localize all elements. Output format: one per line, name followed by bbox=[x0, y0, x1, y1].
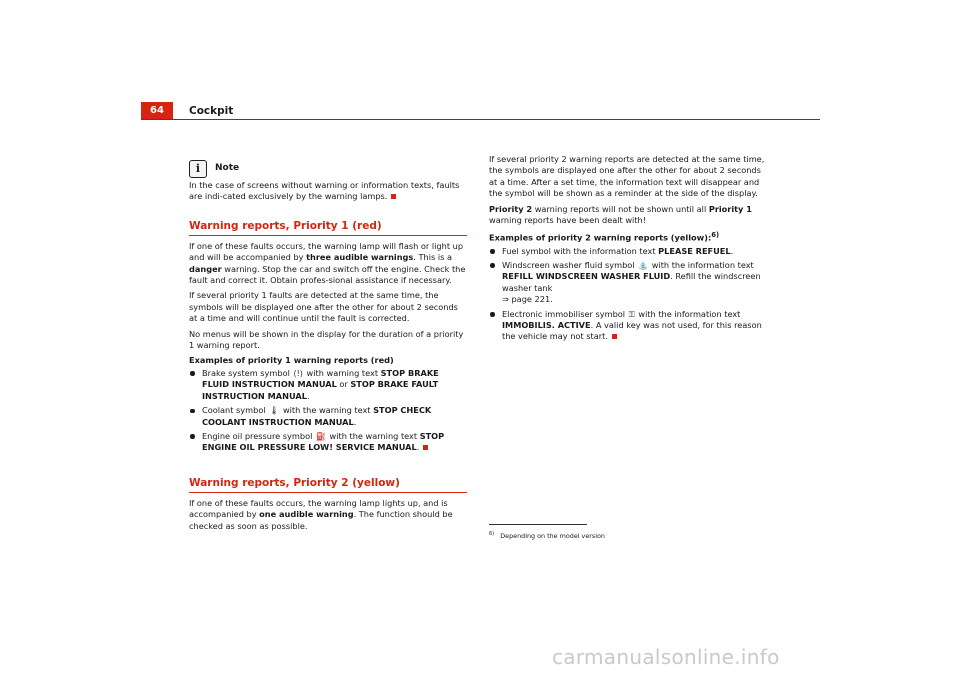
list-item: Fuel symbol with the information text PLEASE REFUEL. bbox=[489, 246, 769, 257]
priority1-examples-title: Examples of priority 1 warning reports (red) bbox=[189, 355, 394, 366]
oil-pressure-icon: ⛽ bbox=[315, 431, 326, 441]
priority1-paragraph-2: If several priority 1 faults are detected at the same time, the symbols will be displayed one after the other for about 2 seconds at a time and will continue until the fault is corrected. bbox=[189, 290, 458, 324]
coolant-icon: 🌡 bbox=[269, 406, 280, 416]
priority2-examples-title: Examples of priority 2 warning reports (yellow):$^{6)}$ bbox=[489, 231, 720, 244]
list-item: Electronic immobiliser symbol ⚿ with the information text IMMOBILIS. ACTIVE. A valid key was not used, for this reason the vehicle may not start. bbox=[489, 309, 769, 343]
brake-system-icon: (!) bbox=[293, 368, 303, 378]
list-item: Engine oil pressure symbol ⛽ with the warning text STOP ENGINE OIL PRESSURE LOW! SERVICE MANUAL. bbox=[189, 431, 467, 454]
end-mark-icon bbox=[612, 334, 617, 339]
note-heading bbox=[189, 159, 467, 179]
page-header-title: Cockpit bbox=[189, 105, 234, 117]
immobiliser-key-icon: ⚿ bbox=[628, 309, 635, 319]
end-mark-icon bbox=[423, 445, 428, 450]
note-text: In the case of screens without warning or information texts, faults are indi-cated exclusively by the warning lamps. bbox=[189, 180, 460, 202]
section-title-priority1: Warning reports, Priority 1 (red) bbox=[189, 219, 467, 236]
washer-fluid-icon: ⛲ bbox=[638, 260, 649, 270]
priority2-paragraph-3: Priority 2 warning reports will not be shown until all Priority 1 warning reports have been dealt with! bbox=[489, 203, 752, 226]
priority1-paragraph-3: No menus will be shown in the display for the duration of a priority 1 warning report. bbox=[189, 328, 464, 351]
header-divider bbox=[141, 119, 820, 120]
page-number: 64 bbox=[141, 102, 173, 120]
page-reference-arrow: ⇒ bbox=[502, 294, 509, 305]
priority2-paragraph-2: If several priority 2 warning reports are detected at the same time, the symbols are displayed one after the other for about 2 seconds at a time. After a set time, the information text will disappear and the symbol will be shown as a reminder at the side of the display. bbox=[489, 154, 765, 199]
priority2-paragraph-1: If one of these faults occurs, the warning lamp lights up, and is accompanied by one audible warning. The function should be checked as soon as possible. bbox=[189, 497, 453, 531]
priority1-paragraph-1: If one of these faults occurs, the warning lamp will flash or light up and will be accompanied by three audible warnings. This is a danger warning. Stop the car and switch off the engine. Check the fault and correct it. Obtain profes-sional assistance if necessary. bbox=[189, 240, 466, 286]
list-item: Windscreen washer fluid symbol ⛲ with the information text REFILL WINDSCREEN WASHER FLUID. Refill the windscreen washer tank ⇒ page 221. bbox=[489, 260, 769, 306]
info-icon: i bbox=[189, 160, 207, 178]
right-column bbox=[489, 154, 769, 346]
section-title-priority2: Warning reports, Priority 2 (yellow) bbox=[189, 476, 467, 493]
watermark: carmanualsonline.info bbox=[552, 645, 780, 669]
footnote: $^{6)}$ Depending on the model version bbox=[489, 531, 605, 541]
note-title: Note bbox=[215, 163, 240, 174]
footnote-divider bbox=[489, 524, 587, 525]
footnote-reference: 6) bbox=[711, 231, 720, 240]
list-item: Brake system symbol (!) with warning text STOP BRAKE FLUID INSTRUCTION MANUAL or STOP BRAKE FAULT INSTRUCTION MANUAL. bbox=[189, 368, 467, 402]
end-mark-icon bbox=[391, 194, 396, 199]
list-item: Coolant symbol 🌡 with the warning text STOP CHECK COOLANT INSTRUCTION MANUAL. bbox=[189, 405, 467, 428]
left-column bbox=[189, 159, 467, 536]
